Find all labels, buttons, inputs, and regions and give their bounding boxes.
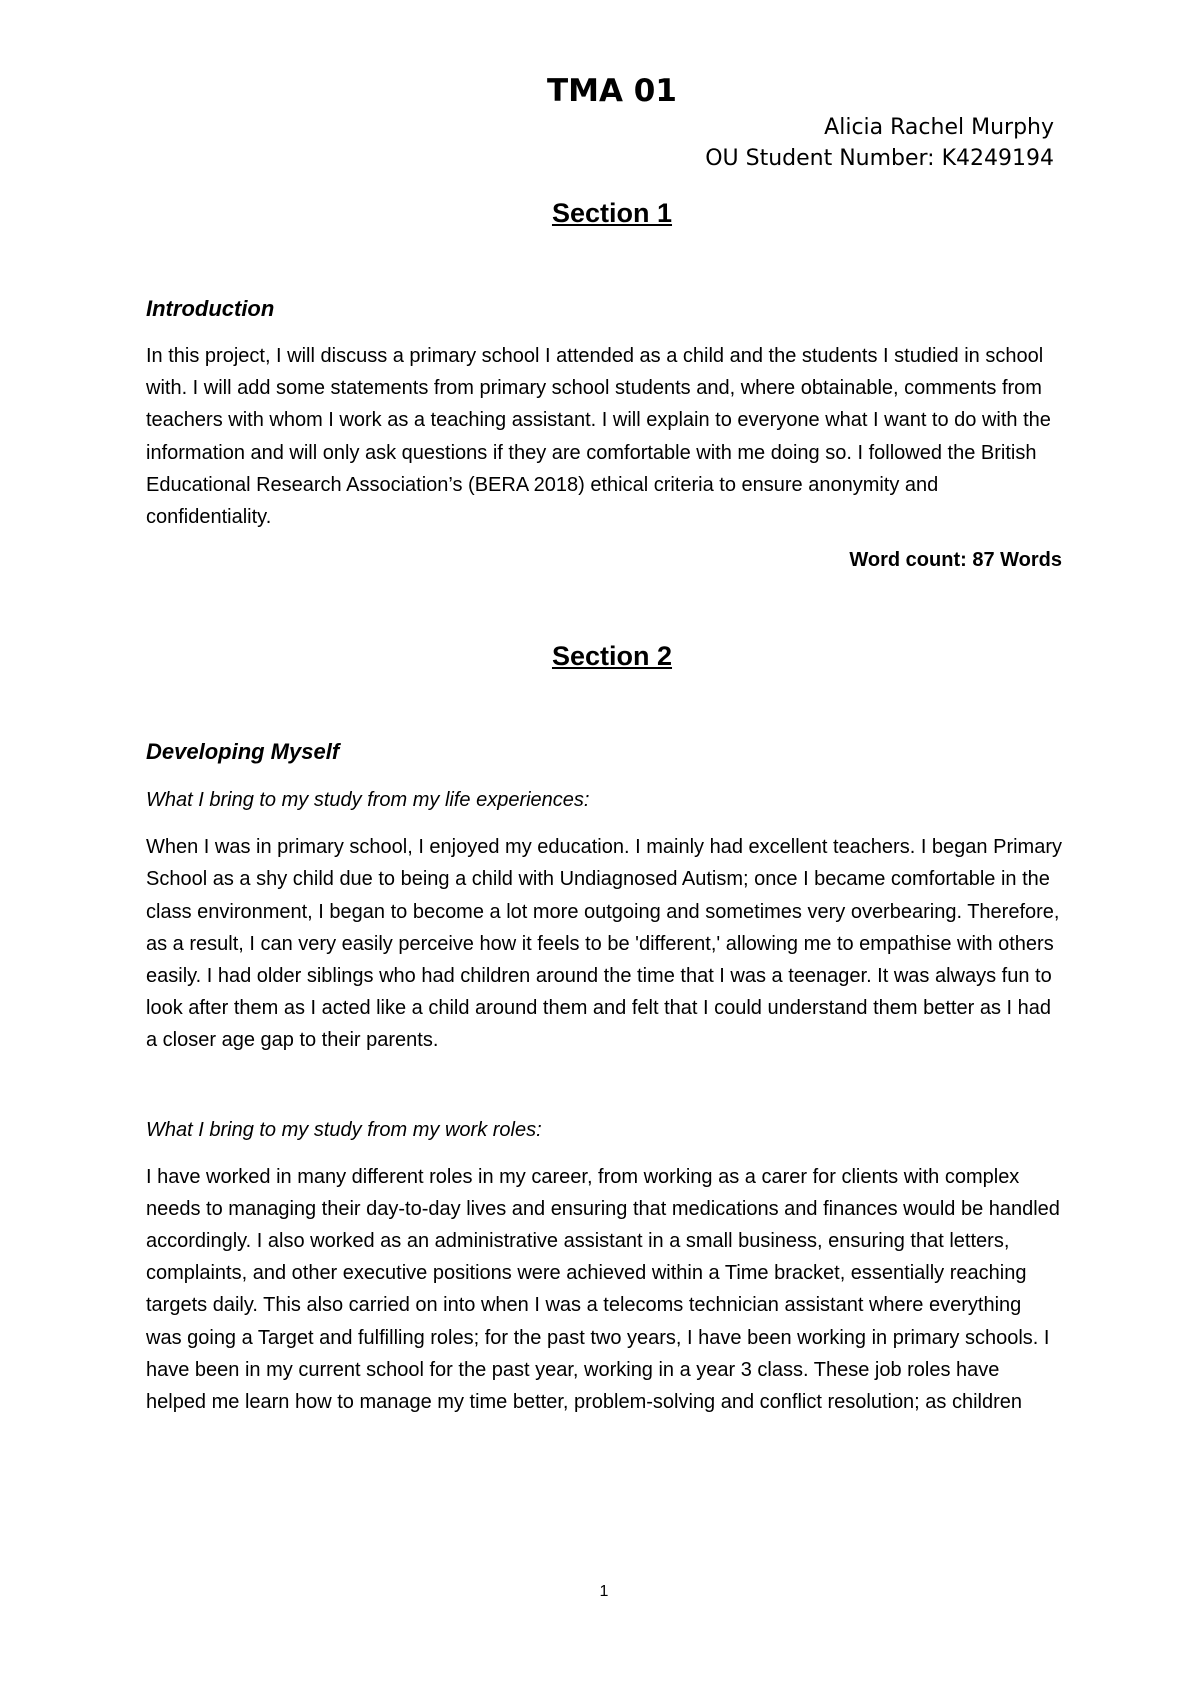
student-number: OU Student Number: K4249194 [705,146,1054,171]
page-number: 1 [599,1583,609,1600]
life-experiences-paragraph: When I was in primary school, I enjoyed my education. I mainly had excellent teachers. I began Primary School as a shy child due to being a child with Undiagnosed Autism; once I became comfortable in the class environment, I began to become a lot more outgoing and sometimes very overbearing. Therefore, as a result, I can very easily perceive how it feels to be 'different,' allowing me to empathise with others easily. I had older siblings who had children around the time that I was a teenager. It was always fun to look after them as I acted like a child around them and felt that I could understand them better as I had a closer age gap to their parents. [146,836,1062,1052]
word-count: Word count: 87 Words [849,549,1062,572]
developing-myself-heading: Developing Myself [146,739,340,765]
document-title: TMA 01 [547,73,677,109]
introduction-heading: Introduction [146,296,275,321]
author-block [146,112,1062,174]
page-content [146,72,1062,1418]
author-name: Alicia Rachel Murphy [824,115,1054,140]
introduction-paragraph: In this project, I will discuss a primary school I attended as a child and the students I studied in school with. I will add some statements from primary school students and, where obtainable, comments from teachers with whom I work as a teaching assistant. I will explain to everyone what I want to do with the information and will only ask questions if they are comfortable with me doing so. I followed the British Educational Research Association’s (BERA 2018) ethical criteria to ensure anonymity and confidentiality. [146,345,1051,529]
life-experiences-prompt: What I bring to my study from my life experiences: [146,789,590,812]
work-roles-paragraph: I have worked in many different roles in my career, from working as a carer for clients with complex needs to managing their day-to-day lives and ensuring that medications and finances would be handled accordingly. I also worked as an administrative assistant in a small business, ensuring that letters, complaints, and other executive positions were achieved within a Time bracket, essentially reaching targets daily. This also carried on into when I was a telecoms technician assistant where everything was going a Target and fulfilling roles; for the past two years, I have been working in primary schools. I have been in my current school for the past year, working in a year 3 class. These job roles have helped me learn how to manage my time better, problem-solving and conflict resolution; as children [146,1165,1060,1414]
work-roles-prompt: What I bring to my study from my work roles: [146,1118,542,1141]
section-2-heading: Section 2 [551,641,673,672]
section-1-heading: Section 1 [551,198,673,228]
